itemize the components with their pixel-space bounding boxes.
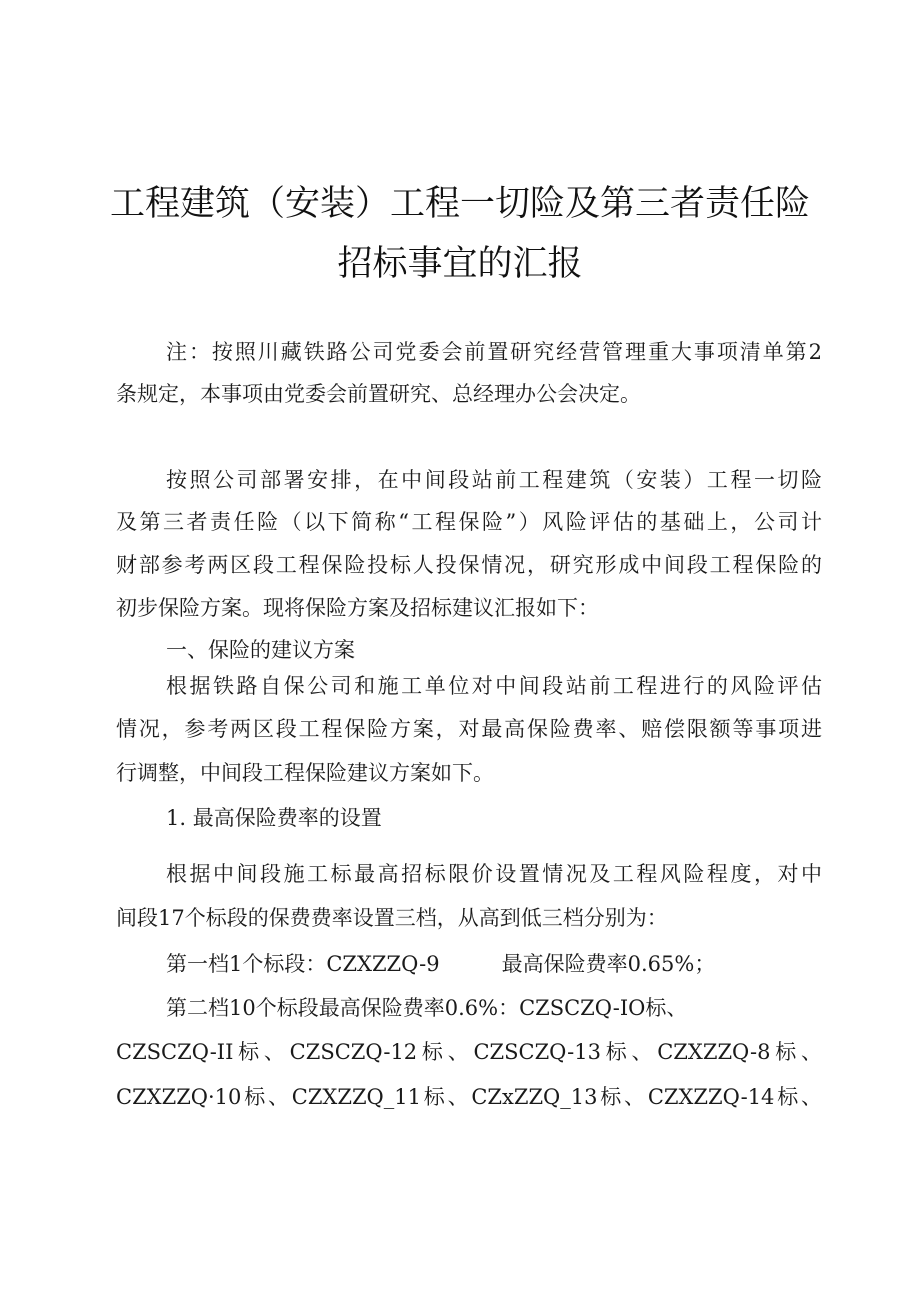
document-title-line-2: 招标事宜的汇报 (337, 244, 583, 284)
tier-1-sections: 第一档1个标段：CZXZZQ-9 (166, 952, 440, 976)
section-1-heading: 一、保险的建议方案 (166, 638, 355, 662)
subsection-1-line-1: 根据中间段施工标最高招标限价设置情况及工程风险程度，对中 (166, 862, 822, 886)
subsection-1-heading: 1. 最高保险费率的设置 (166, 806, 382, 830)
section-1-line-3: 行调整，中间段工程保险建议方案如下。 (116, 761, 494, 785)
note-line-1: 注：按照川藏铁路公司党委会前置研究经营管理重大事项清单第2 (166, 340, 822, 364)
note-line-2: 条规定，本事项由党委会前置研究、总经理办公会决定。 (116, 382, 641, 406)
tier-2-line-2: CZSCZQ-II标、CZSCZQ-12标、CZSCZQ-13标、CZXZZQ-8标、 (116, 1040, 822, 1064)
section-1-line-2: 情况，参考两区段工程保险方案，对最高保险费率、赔偿限额等事项进 (116, 717, 822, 741)
tier-1-rate: 最高保险费率0.65%； (501, 952, 716, 976)
tier-2-line-3: CZXZZQ·10标、CZXZZQ_11标、CZxZZQ_13标、CZXZZQ-14标、 (116, 1085, 822, 1109)
intro-line-3: 财部参考两区段工程保险投标人投保情况，研究形成中间段工程保险的 (116, 553, 822, 577)
intro-line-2: 及第三者责任险（以下简称“工程保险”）风险评估的基础上，公司计 (116, 510, 822, 534)
tier-1-row (166, 950, 715, 978)
intro-line-1: 按照公司部署安排，在中间段站前工程建筑（安装）工程一切险 (166, 468, 822, 492)
subsection-1-line-2: 间段17个标段的保费费率设置三档，从高到低三档分别为： (116, 906, 668, 930)
document-title-line-1: 工程建筑（安装）工程一切险及第三者责任险 (109, 184, 810, 224)
intro-line-4: 初步保险方案。现将保险方案及招标建议汇报如下： (116, 596, 599, 620)
section-1-line-1: 根据铁路自保公司和施工单位对中间段站前工程进行的风险评估 (166, 674, 822, 698)
tier-2-line-1: 第二档10个标段最高保险费率0.6%：CZSCZQ-IO标、 (166, 996, 688, 1020)
